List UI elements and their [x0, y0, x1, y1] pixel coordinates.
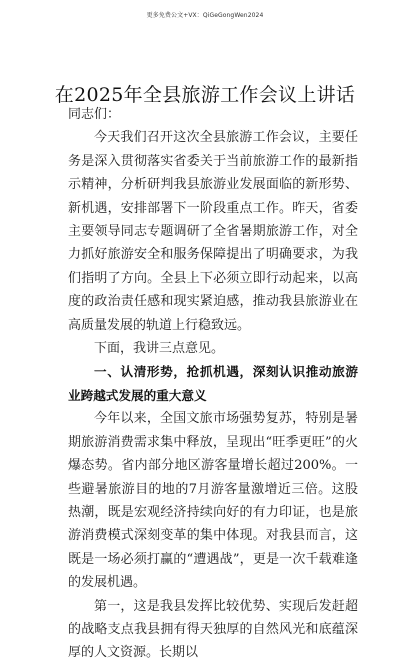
paragraph-intro: 今天我们召开这次全县旅游工作会议，主要任务是深入贯彻落实省委关于当前旅游工作的最新指示精神，分析研判我县旅游业发展面临的新形势、新机遇，安排部署下一阶段重点工作。昨天，省委主要领导同志专题调研了全省暑期旅游工作，对全力抓好旅游安全和服务保障提出了明确要求，为我们指明了方向。全县上下必须立即行动起来，以高度的政治责任感和现实紧迫感，推动我县旅游业在高质量发展的轨道上行稳致远。	[68, 130, 358, 333]
document-title: 在2025年全县旅游工作会议上讲话	[54, 84, 356, 106]
paragraph-outline: 下面，我讲三点意见。	[94, 341, 225, 357]
header-note: 更多免费公文+VX：QiGeGongWen2024	[146, 12, 264, 19]
salutation: 同志们：	[68, 107, 121, 122]
section-heading-one: 一、认清形势，抢抓机遇，深刻认识推动旅游业跨越式发展的重大意义	[68, 364, 358, 403]
document-body	[68, 103, 358, 665]
paragraph-situation: 今年以来，全国文旅市场强势复苏，特别是暑期旅游消费需求集中释放，呈现出“旺季更旺”的火爆态势。省内部分地区游客量增长超过200%。一些避暑旅游目的地的7月游客量激增近三倍。这股热潮，既是宏观经济持续向好的有力印证，也是旅游消费模式深刻变革的集中体现。对我县而言，这既是一场必须打赢的“遭遇战”，更是一次千载难逢的发展机遇。	[68, 411, 358, 591]
paragraph-first-point: 第一，这是我县发挥比较优势、实现后发赶超的战略支点我县拥有得天独厚的自然风光和底蕴深厚的人文资源。长期以	[68, 598, 358, 661]
